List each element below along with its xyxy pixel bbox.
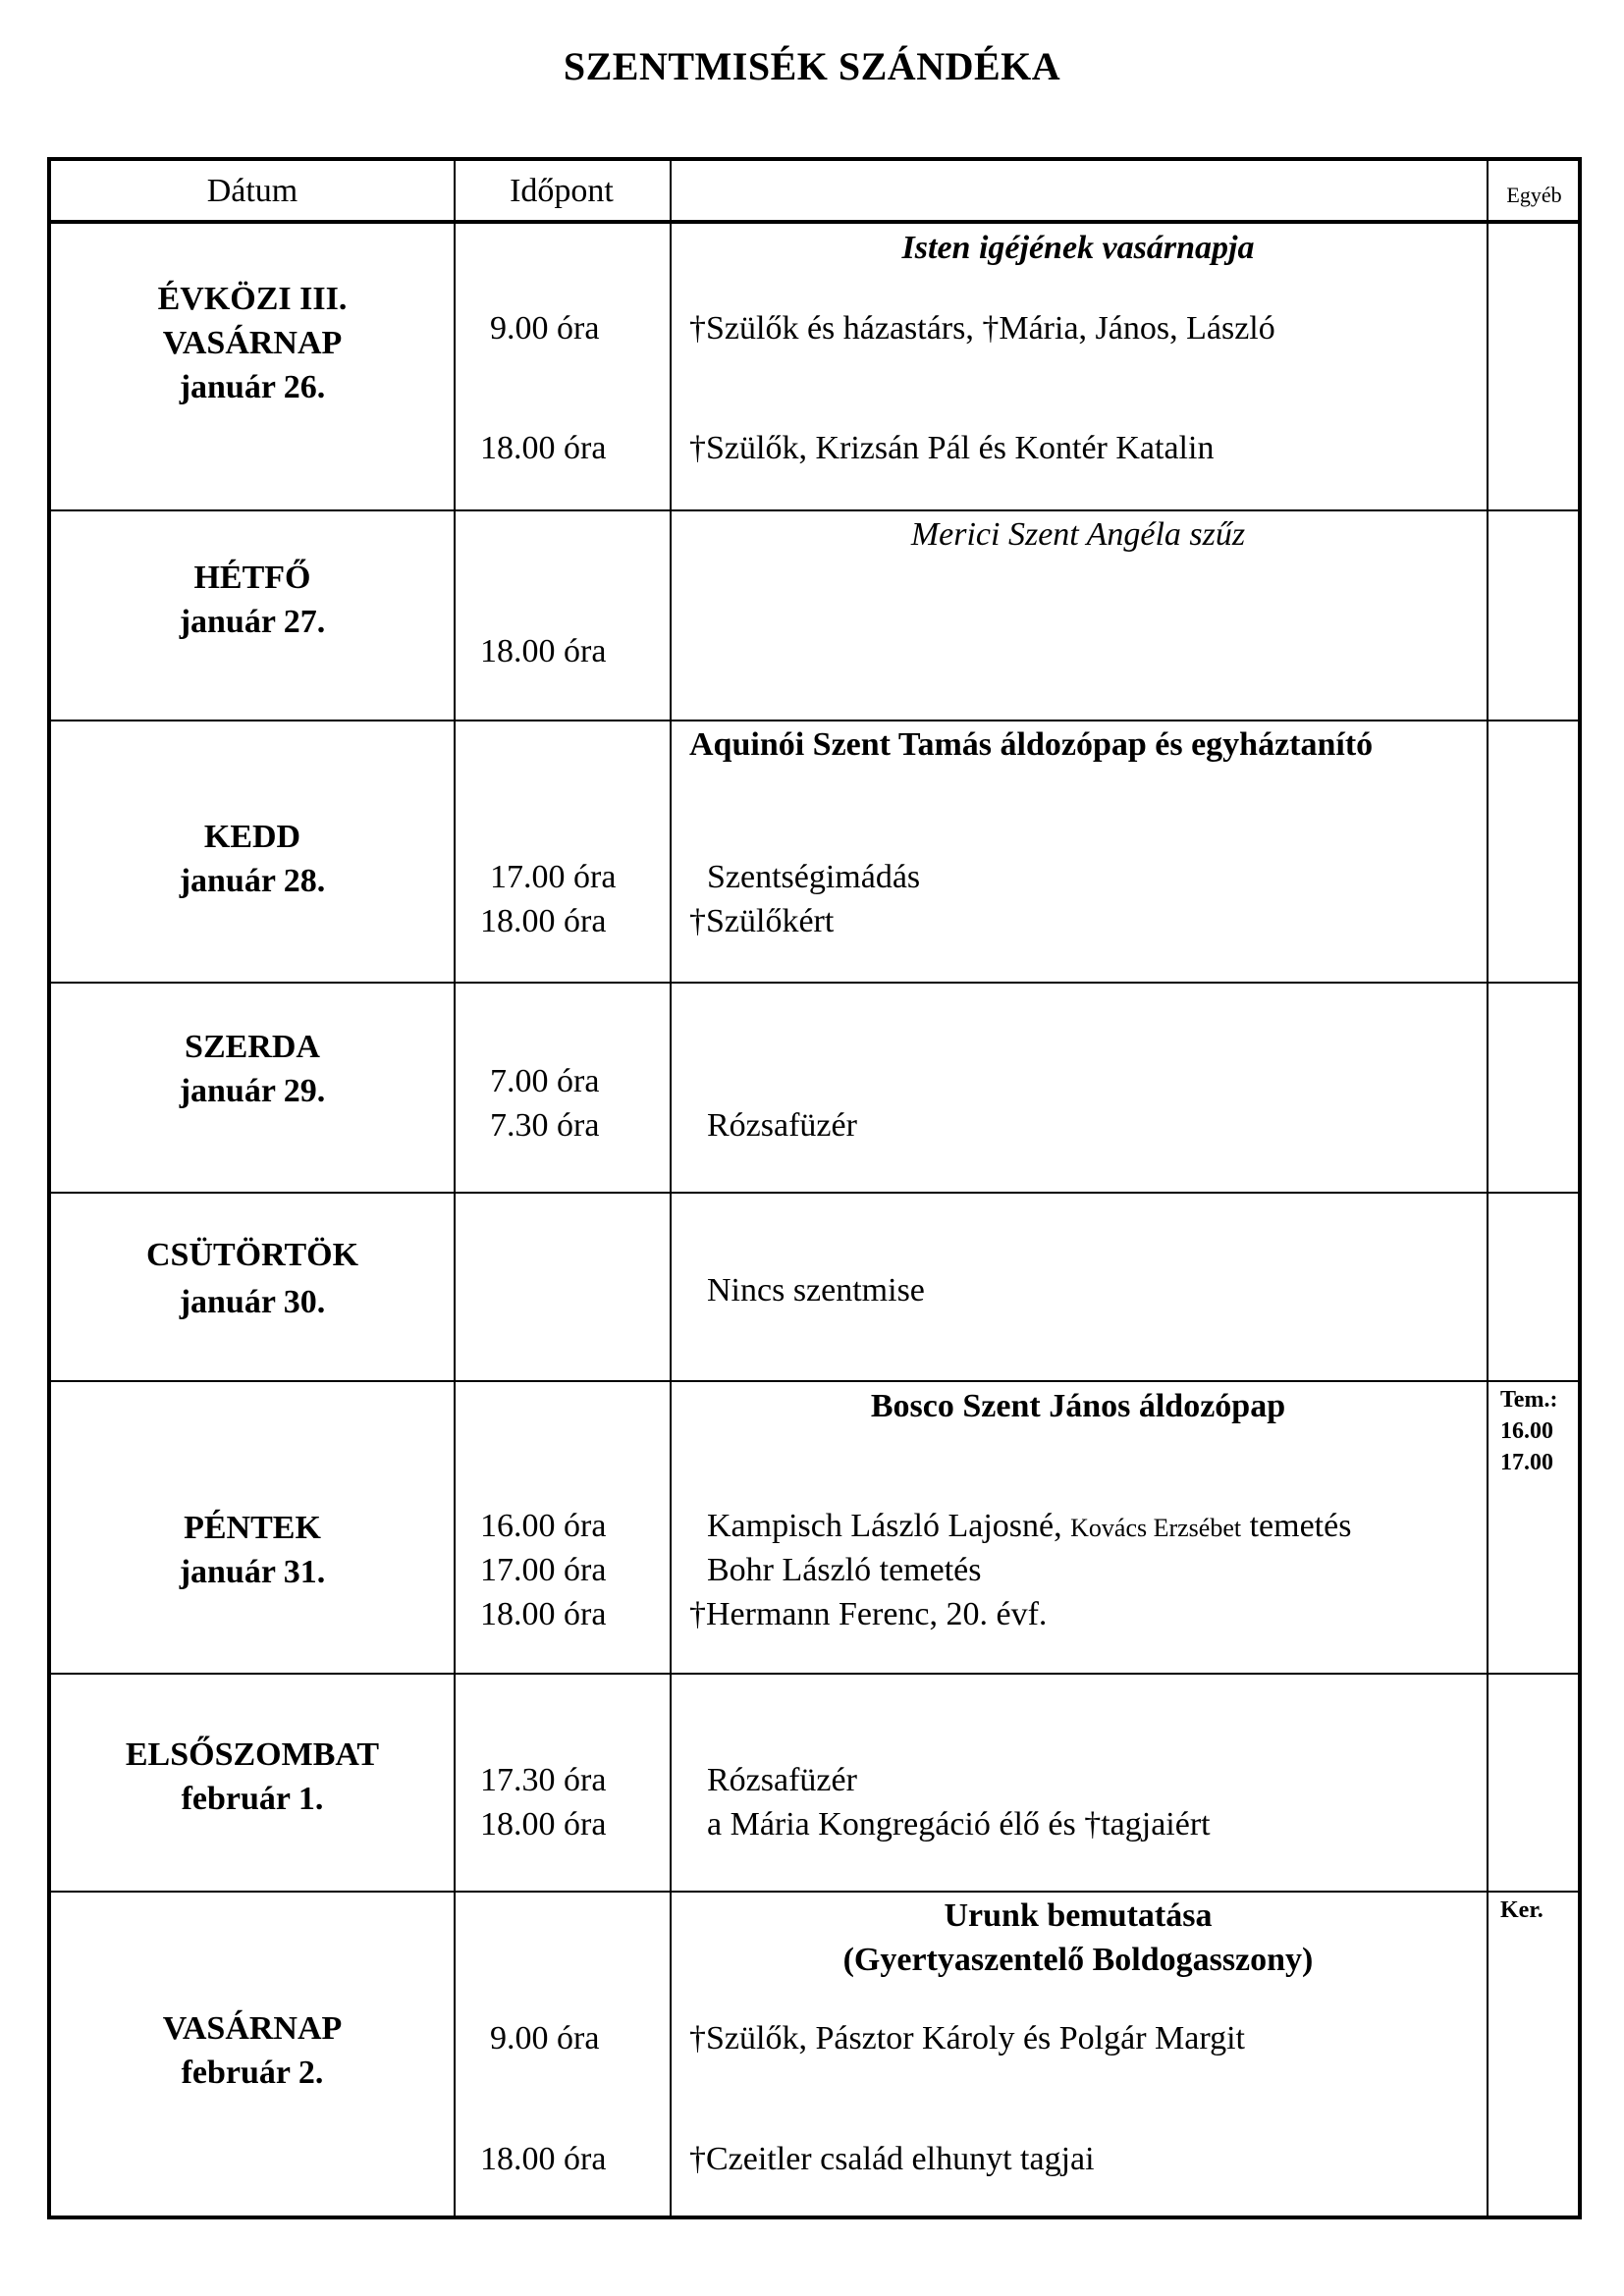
intention-text: Kampisch László Lajosné, bbox=[707, 1508, 1071, 1544]
mass-time: 9.00 óra bbox=[490, 2020, 600, 2056]
day-label: HÉTFŐ bbox=[193, 560, 311, 596]
mass-intention: Szentségimádás bbox=[707, 859, 921, 895]
mass-intention: Rózsafüzér bbox=[707, 1762, 857, 1798]
day-label: PÉNTEK bbox=[184, 1510, 321, 1546]
mass-time: 9.00 óra bbox=[490, 310, 600, 347]
mass-intention: †Szülők, Pásztor Károly és Polgár Margit bbox=[689, 2020, 1245, 2056]
feast-title: Isten igéjének vasárnapja bbox=[901, 230, 1255, 266]
mass-time: 18.00 óra bbox=[480, 2141, 607, 2177]
mass-time: 17.30 óra bbox=[480, 1762, 607, 1798]
mass-intention: †Hermann Ferenc, 20. évf. bbox=[689, 1596, 1048, 1632]
mass-intention: Nincs szentmise bbox=[707, 1272, 925, 1308]
day-label: VASÁRNAP bbox=[162, 2010, 343, 2047]
row-divider bbox=[51, 982, 1578, 984]
feast-subtitle: (Gyertyaszentelő Boldogasszony) bbox=[842, 1942, 1314, 1978]
feast-title: Merici Szent Angéla szűz bbox=[910, 516, 1246, 553]
day-date: február 1. bbox=[181, 1781, 324, 1817]
day-label: KEDD bbox=[203, 819, 301, 855]
day-date: január 29. bbox=[179, 1073, 326, 1109]
mass-intention: a Mária Kongregáció élő és †tagjaiért bbox=[707, 1806, 1211, 1842]
day-label: VASÁRNAP bbox=[162, 325, 343, 361]
day-label: SZERDA bbox=[185, 1029, 320, 1065]
row-divider bbox=[51, 509, 1578, 511]
day-date: január 28. bbox=[179, 863, 326, 899]
mass-time: 18.00 óra bbox=[480, 1596, 607, 1632]
header-other: Egyéb bbox=[1506, 183, 1562, 207]
day-label: ÉVKÖZI III. bbox=[157, 281, 348, 317]
row-divider bbox=[51, 1192, 1578, 1194]
feast-title: Bosco Szent János áldozópap bbox=[870, 1388, 1286, 1424]
row-divider bbox=[51, 720, 1578, 721]
other-note: 17.00 bbox=[1500, 1450, 1553, 1475]
intention-text: temetés bbox=[1241, 1508, 1352, 1544]
header-time: Időpont bbox=[510, 173, 614, 209]
column-divider bbox=[454, 161, 456, 2216]
day-date: január 30. bbox=[179, 1284, 326, 1320]
mass-time: 7.30 óra bbox=[490, 1107, 600, 1144]
day-date: február 2. bbox=[181, 2055, 324, 2091]
row-divider bbox=[51, 1380, 1578, 1382]
day-date: január 27. bbox=[179, 604, 326, 640]
mass-intention: †Szülők, Krizsán Pál és Kontér Katalin bbox=[689, 430, 1215, 466]
other-note: Tem.: bbox=[1500, 1387, 1558, 1413]
other-note: Ker. bbox=[1500, 1897, 1543, 1923]
day-date: január 31. bbox=[179, 1554, 326, 1590]
column-divider bbox=[1487, 161, 1489, 2216]
header-date: Dátum bbox=[206, 173, 298, 209]
page-title: SZENTMISÉK SZÁNDÉKA bbox=[563, 44, 1061, 88]
intention-text-small: Kovács Erzsébet bbox=[1070, 1514, 1242, 1542]
mass-intention: †Szülőkért bbox=[689, 903, 835, 939]
mass-time: 7.00 óra bbox=[490, 1063, 600, 1099]
mass-time: 17.00 óra bbox=[480, 1552, 607, 1588]
mass-intention bbox=[707, 1504, 1351, 1550]
day-label: ELSŐSZOMBAT bbox=[125, 1736, 380, 1773]
mass-time: 18.00 óra bbox=[480, 430, 607, 466]
header-divider bbox=[51, 220, 1578, 224]
feast-title: Aquinói Szent Tamás áldozópap és egyháztanító bbox=[689, 726, 1374, 763]
mass-intention: †Szülők és házastárs, †Mária, János, László bbox=[689, 310, 1275, 347]
row-divider bbox=[51, 1891, 1578, 1893]
mass-intention: †Czeitler család elhunyt tagjai bbox=[689, 2141, 1095, 2177]
mass-intention: Bohr László temetés bbox=[707, 1552, 982, 1588]
mass-time: 18.00 óra bbox=[480, 1806, 607, 1842]
feast-title: Urunk bemutatása bbox=[944, 1897, 1213, 1934]
mass-time: 17.00 óra bbox=[490, 859, 617, 895]
mass-time: 16.00 óra bbox=[480, 1508, 607, 1544]
row-divider bbox=[51, 1673, 1578, 1675]
mass-time: 18.00 óra bbox=[480, 633, 607, 669]
other-note: 16.00 bbox=[1500, 1418, 1553, 1444]
day-date: január 26. bbox=[179, 369, 326, 405]
day-label: CSÜTÖRTÖK bbox=[145, 1237, 359, 1273]
mass-intention: Rózsafüzér bbox=[707, 1107, 857, 1144]
mass-time: 18.00 óra bbox=[480, 903, 607, 939]
mass-intentions-table bbox=[47, 157, 1582, 2219]
